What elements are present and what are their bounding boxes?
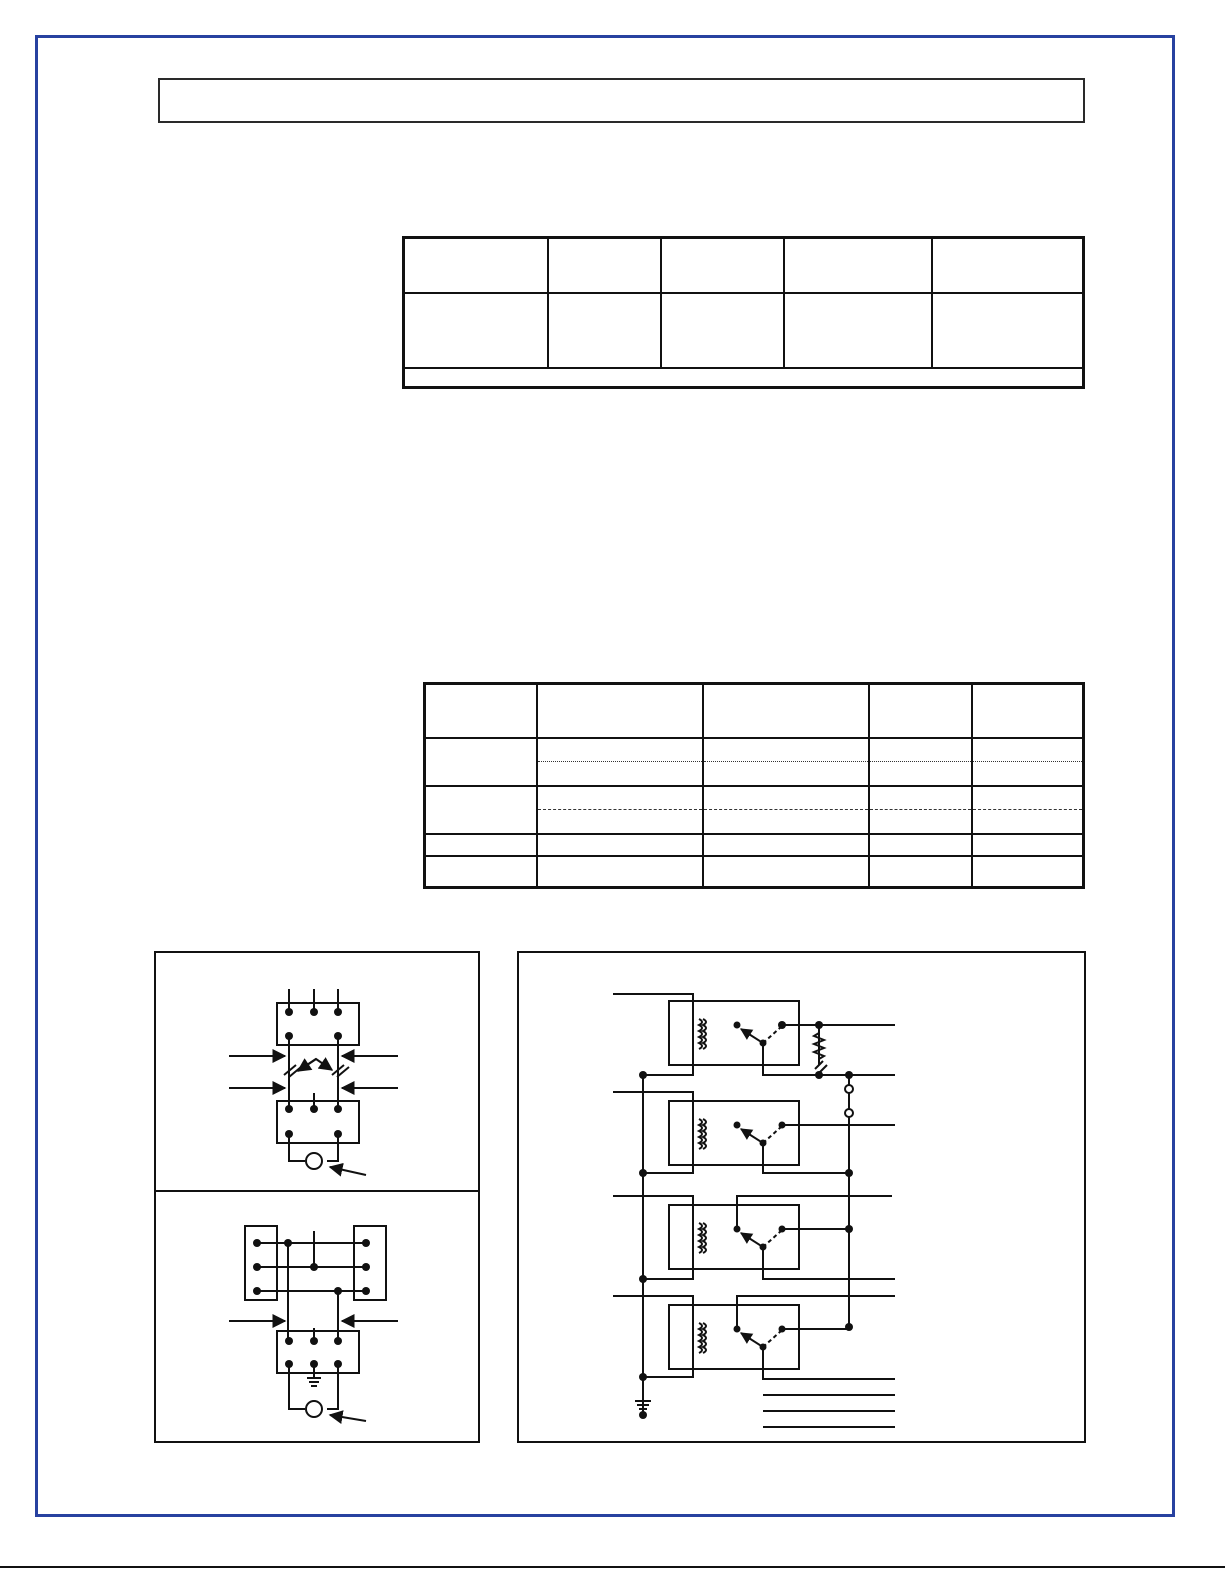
- rating-cell: [972, 856, 1084, 888]
- rating-cell: [972, 738, 1084, 762]
- page-bottom-rule: [0, 1566, 1225, 1568]
- rating-cell: [537, 684, 703, 738]
- rating-cell: [425, 834, 538, 856]
- rating-row: [425, 786, 1084, 810]
- rating-cell: [537, 786, 703, 810]
- rating-cell: [869, 834, 972, 856]
- spec-cell: [404, 293, 548, 368]
- schematic-figure-panel: [517, 951, 1086, 1443]
- relay-2: [669, 1101, 799, 1165]
- rating-row: [425, 834, 1084, 856]
- spec-cell: [784, 293, 932, 368]
- relay-schematic: [519, 953, 1088, 1445]
- rating-cell: [425, 684, 538, 738]
- title-box: [158, 78, 1085, 123]
- rating-cell: [869, 684, 972, 738]
- rating-header-row: [425, 684, 1084, 738]
- rating-cell: [869, 762, 972, 786]
- rating-cell: [972, 786, 1084, 810]
- spec-footer-cell: [404, 368, 1084, 388]
- rating-table: [423, 682, 1085, 889]
- spec-cell: [661, 238, 783, 293]
- rating-cell: [869, 738, 972, 762]
- relay-1: [669, 1001, 799, 1065]
- rating-cell: [537, 856, 703, 888]
- pinout-figure-panel: [154, 951, 480, 1443]
- spec-cell: [932, 238, 1083, 293]
- rating-cell: [703, 810, 869, 834]
- rating-cell: [537, 834, 703, 856]
- relay-4: [669, 1305, 799, 1369]
- rating-cell: [703, 786, 869, 810]
- rating-cell: [703, 834, 869, 856]
- rating-cell: [537, 762, 703, 786]
- rating-cell: [703, 684, 869, 738]
- rating-cell: [537, 738, 703, 762]
- spec-cell: [404, 238, 548, 293]
- rating-cell: [869, 786, 972, 810]
- spec-footer-row: [404, 368, 1084, 388]
- spec-cell: [784, 238, 932, 293]
- relay-3: [669, 1205, 799, 1269]
- rating-group-cell: [425, 786, 538, 834]
- rating-row: [425, 738, 1084, 762]
- rating-cell: [703, 856, 869, 888]
- rating-cell: [972, 834, 1084, 856]
- rating-cell: [972, 762, 1084, 786]
- spec-cell: [661, 293, 783, 368]
- spec-table: [402, 236, 1085, 389]
- spec-header-row: [404, 238, 1084, 293]
- spec-row: [404, 293, 1084, 368]
- rating-row: [425, 856, 1084, 888]
- rating-cell: [972, 810, 1084, 834]
- rating-cell: [869, 856, 972, 888]
- spec-cell: [932, 293, 1083, 368]
- rating-group-cell: [425, 738, 538, 786]
- rating-cell: [703, 762, 869, 786]
- rating-cell: [425, 856, 538, 888]
- rating-cell: [869, 810, 972, 834]
- pinout-diagrams: [156, 953, 482, 1445]
- rating-cell: [972, 684, 1084, 738]
- spec-cell: [548, 238, 662, 293]
- rating-cell: [537, 810, 703, 834]
- rating-cell: [703, 738, 869, 762]
- spec-cell: [548, 293, 662, 368]
